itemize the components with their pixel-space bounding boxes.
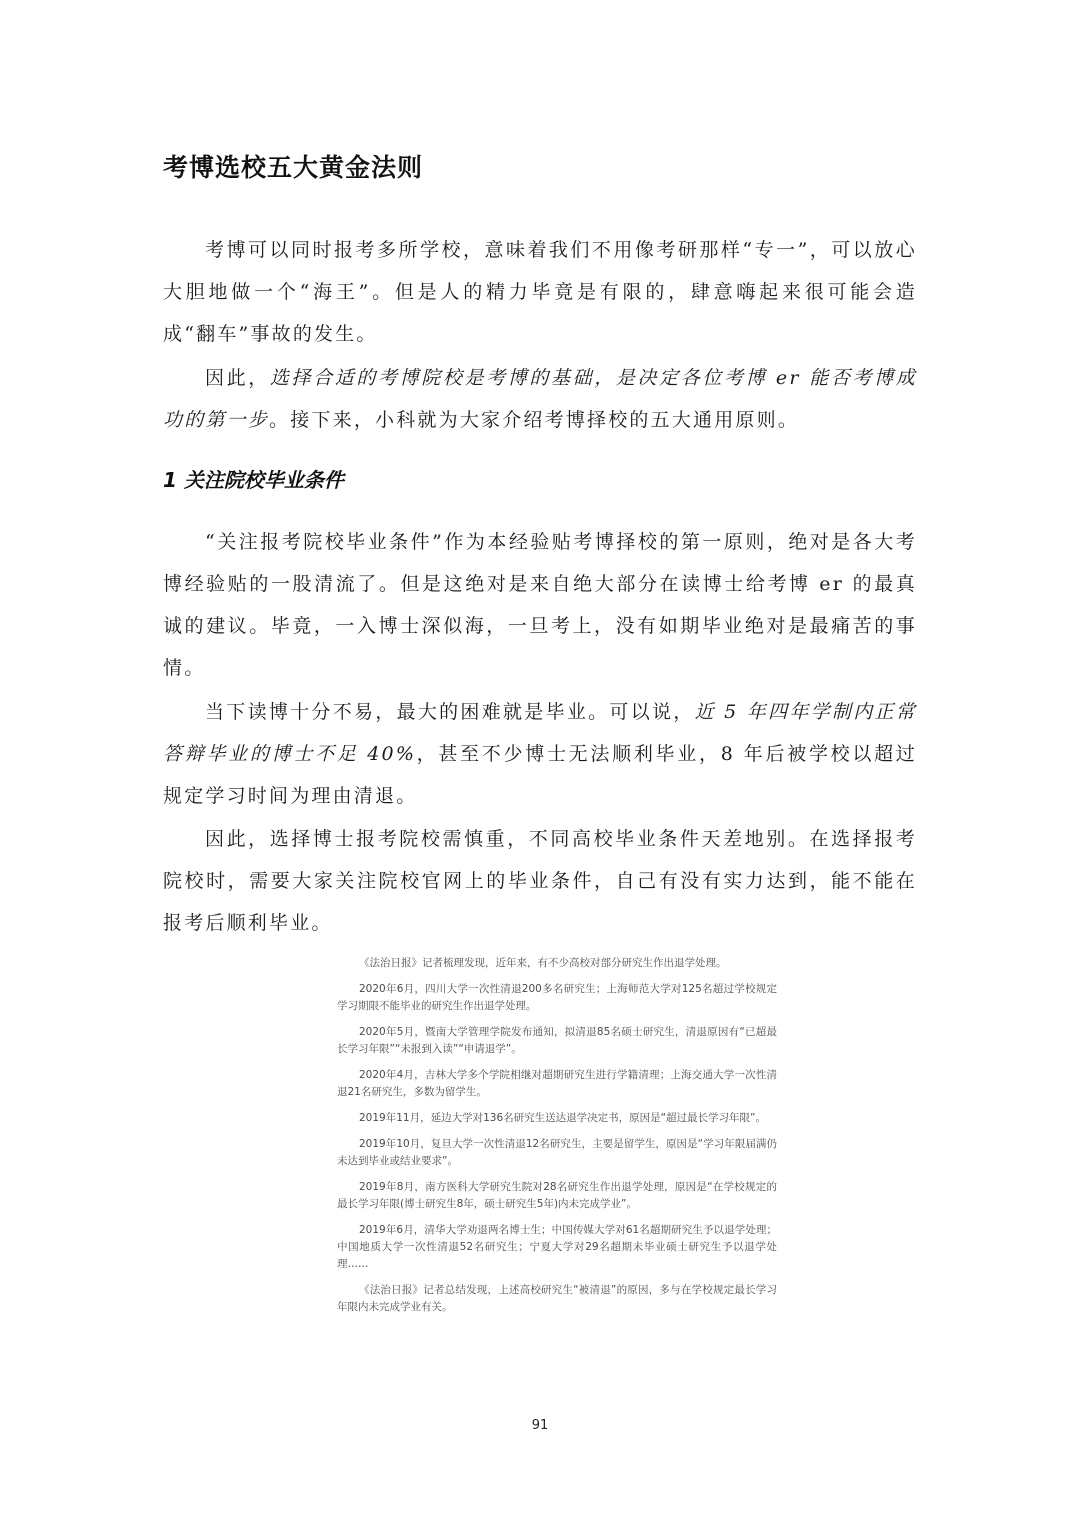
section-1-paragraph-1: “关注报考院校毕业条件”作为本经验贴考博择校的第一原则，绝对是各大考博经验贴的一股清流了。但是这绝对是来自绝大部分在读博士给考博 er 的最真诚的建议。毕竟，一入博士深似海，一旦考上，没有如期毕业绝对是最痛苦的事情。 xyxy=(163,531,917,679)
intro-paragraph-2-emphasis: 选择合适的考博院校是考博的基础，是决定各位考博 er 能否考博成功的第一步 xyxy=(163,367,917,431)
news-excerpt-paragraph: 2019年11月，延边大学对136名研究生送达退学决定书，原因是“超过最长学习年限”。 xyxy=(359,1112,767,1124)
section-1-paragraph-2-prefix: 当下读博十分不易，最大的困难就是毕业。可以说， xyxy=(205,701,695,723)
intro-paragraph-2-suffix: 。接下来，小科就为大家介绍考博择校的五大通用原则。 xyxy=(269,409,800,431)
section-1-paragraph-3: 因此，选择博士报考院校需慎重，不同高校毕业条件天差地别。在选择报考院校时，需要大家关注院校官网上的毕业条件，自己有没有实力达到，能不能在报考后顺利毕业。 xyxy=(163,828,917,934)
news-excerpt-paragraph: 《法治日报》记者总结发现，上述高校研究生“被清退”的原因，多与在学校规定最长学习年限内未完成学业有关。 xyxy=(337,1284,777,1313)
news-excerpt-paragraph: 2019年8月，南方医科大学研究生院对28名研究生作出退学处理，原因是“在学校规定的最长学习年限(博士研究生8年，硕士研究生5年)内未完成学业”。 xyxy=(337,1181,777,1210)
page-number: 91 xyxy=(531,1418,549,1433)
page-title: 考博选校五大黄金法则 xyxy=(163,153,424,182)
news-excerpt-paragraph: 《法治日报》记者梳理发现，近年来，有不少高校对部分研究生作出退学处理。 xyxy=(359,957,727,969)
intro-paragraph-2 xyxy=(163,357,917,441)
news-excerpt-paragraph: 2020年5月，暨南大学管理学院发布通知，拟清退85名硕士研究生，清退原因有“已超最长学习年限”“未报到入读”“申请退学”。 xyxy=(337,1026,777,1055)
intro-paragraph-2-prefix: 因此， xyxy=(205,367,270,389)
news-excerpt-paragraph: 2019年6月，清华大学劝退两名博士生；中国传媒大学对61名超期研究生予以退学处理；中国地质大学一次性清退52名研究生；宁夏大学对29名超期未毕业硕士研究生予以退学处理…… xyxy=(337,1224,777,1270)
section-1-paragraph-2 xyxy=(163,691,917,817)
news-excerpt-image xyxy=(337,955,777,1325)
intro-paragraph-1: 考博可以同时报考多所学校，意味着我们不用像考研那样“专一”，可以放心大胆地做一个“海王”。但是人的精力毕竟是有限的，肆意嗨起来很可能会造成“翻车”事故的发生。 xyxy=(163,239,917,345)
news-excerpt-paragraph: 2019年10月，复旦大学一次性清退12名研究生，主要是留学生，原因是“学习年限届满仍未达到毕业或结业要求”。 xyxy=(337,1138,777,1167)
news-excerpt-paragraph: 2020年4月，吉林大学多个学院相继对超期研究生进行学籍清理；上海交通大学一次性清退21名研究生，多数为留学生。 xyxy=(337,1069,777,1098)
section-1-heading: 1 关注院校毕业条件 xyxy=(163,468,344,492)
section-1-paragraph-2-emphasis: 近 5 年四年学制内正常答辩毕业的博士不足 40% xyxy=(163,701,917,765)
section-1-paragraph-2-suffix: ，甚至不少博士无法顺利毕业，8 年后被学校以超过规定学习时间为理由清退。 xyxy=(163,743,918,807)
news-excerpt-paragraph: 2020年6月，四川大学一次性清退200多名研究生；上海师范大学对125名超过学校规定学习期限不能毕业的研究生作出退学处理。 xyxy=(337,983,777,1012)
